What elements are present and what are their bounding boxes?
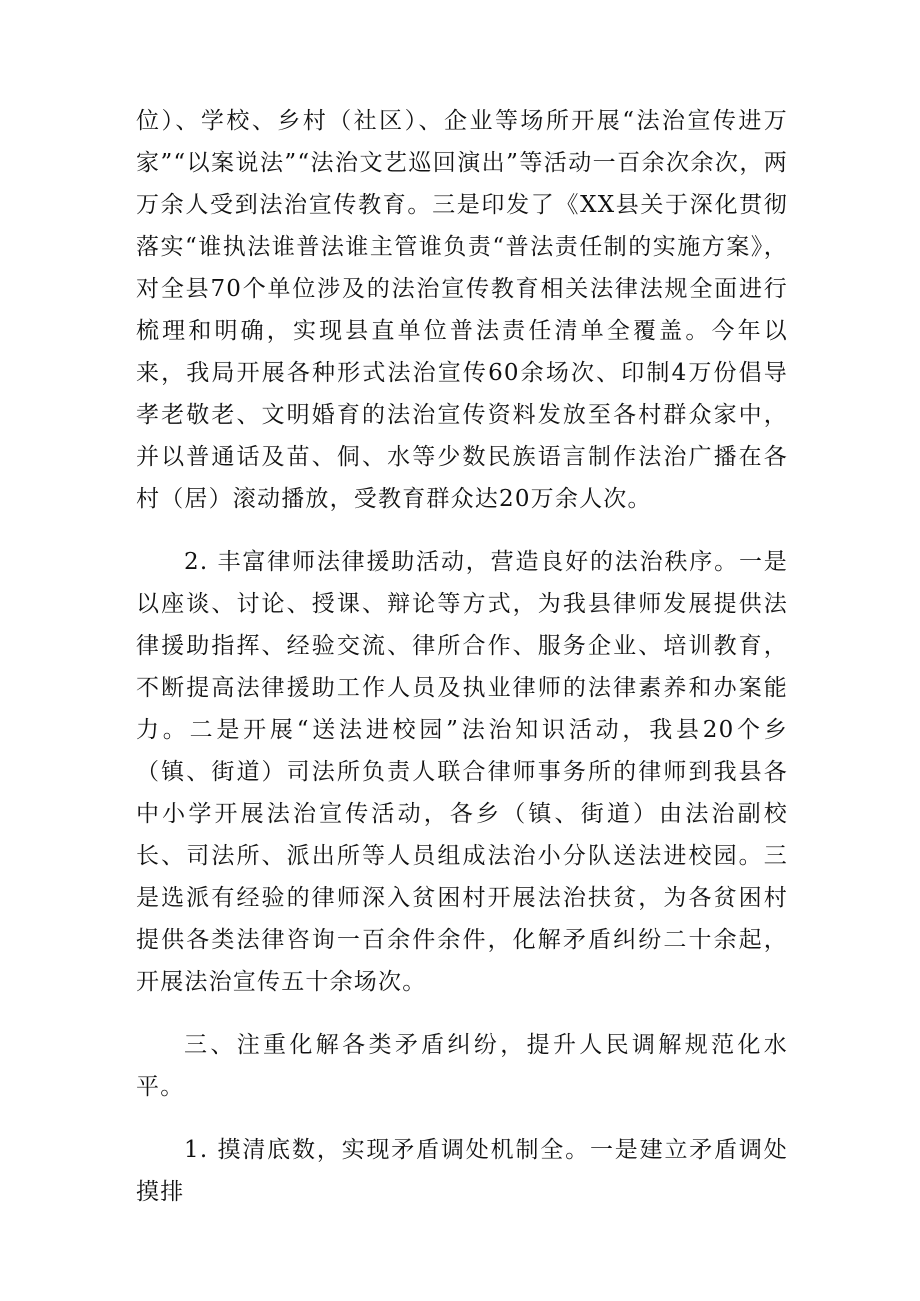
paragraph-legal-aid: 2. 丰富律师法律援助活动，营造良好的法治秩序。一是以座谈、讨论、授课、辩论等方式，为我县律师发展提供法律援助指挥、经验交流、律所合作、服务企业、培训教育，不断提高法律援助工作人员及执业律师的法律素养和办案能力。二是开展“送法进校园”法治知识活动，我县20个乡（镇、街道）司法所负责人联合律师事务所的律师到我县各中小学开展法治宣传活动，各乡（镇、街道）由法治副校长、司法所、派出所等人员组成法治小分队送法进校园。三是选派有经验的律师深入贫困村开展法治扶贫，为各贫困村提供各类法律咨询一百余件余件，化解矛盾纠纷二十余起，开展法治宣传五十余场次。 <box>136 549 788 995</box>
paragraph-dispute-mechanism: 1. 摸清底数，实现矛盾调处机制全。一是建立矛盾调处摸排 <box>136 1137 788 1205</box>
document-body <box>136 100 788 1213</box>
paragraph-continued: 位）、学校、乡村（社区）、企业等场所开展“法治宣传进万家”“以案说法”“法治文艺巡回演出”等活动一百余次余次，两万余人受到法治宣传教育。三是印发了《XX县关于深化贯彻落实“谁执法谁普法谁主管谁负责“普法责任制的实施方案》，对全县70个单位涉及的法治宣传教育相关法律法规全面进行梳理和明确，实现县直单位普法责任清单全覆盖。今年以来，我局开展各种形式法治宣传60余场次、印制4万份倡导孝老敬老、文明婚育的法治宣传资料发放至各村群众家中，并以普通话及苗、侗、水等少数民族语言制作法治广播在各村（居）滚动播放，受教育群众达20万余人次。 <box>136 108 788 512</box>
section-heading-3: 三、注重化解各类矛盾纠纷，提升人民调解规范化水平。 <box>136 1032 788 1100</box>
